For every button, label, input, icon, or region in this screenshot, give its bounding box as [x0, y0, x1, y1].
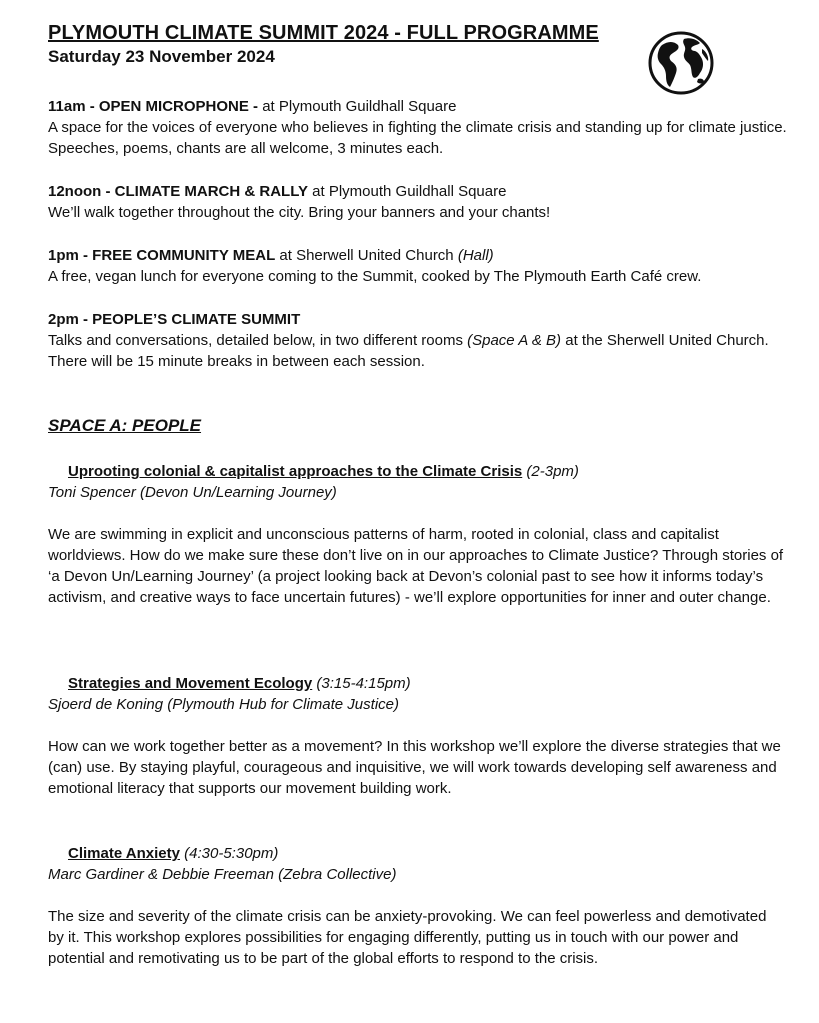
event-description-part: Talks and conversations, detailed below, in two different rooms [48, 332, 468, 349]
session-description: The size and severity of the climate crisis can be anxiety-provoking. We can feel powerless and demotivated by it. This workshop explores possibilities for engaging differently, putting us in touch with our power and potential and remotivating us to be part of the global efforts to respond to the crisis. [48, 908, 767, 967]
event-description: We’ll walk together throughout the city. Bring your banners and your chants! [48, 204, 551, 221]
event-date: Saturday 23 November 2024 [48, 47, 275, 66]
session-speaker: Toni Spencer (Devon Un/Learning Journey) [48, 484, 337, 501]
event-heading [48, 96, 788, 117]
session-title: Uprooting colonial & capitalist approaches to the Climate Crisis [68, 463, 523, 480]
session-heading [48, 461, 788, 482]
event-location: at Sherwell United Church [275, 247, 458, 264]
session-time: (3:15-4:15pm) [312, 675, 411, 692]
event-location: at Plymouth Guildhall Square [308, 183, 507, 200]
space-a-heading: SPACE A: PEOPLE [48, 416, 202, 435]
session-speaker: Marc Gardiner & Debbie Freeman (Zebra Collective) [48, 866, 397, 883]
event-time-title: 12noon - CLIMATE MARCH & RALLY [48, 183, 308, 200]
event-heading [48, 309, 788, 330]
session-time: (4:30-5:30pm) [179, 845, 279, 862]
event-description: A free, vegan lunch for everyone coming to the Summit, cooked by The Plymouth Earth Café crew. [48, 268, 702, 285]
session-description: How can we work together better as a movement? In this workshop we’ll explore the diverse strategies that we (can) use. By staying playful, courageous and inquisitive, we will work towards developing self awareness and emotional literacy that supports our movement building work. [48, 738, 781, 797]
event-community-meal [48, 245, 788, 287]
page-title: PLYMOUTH CLIMATE SUMMIT 2024 - FULL PROGRAMME [48, 22, 599, 44]
event-open-microphone [48, 96, 788, 159]
event-heading [48, 181, 788, 202]
session-title: Strategies and Movement Ecology [68, 675, 313, 692]
session-time: (2-3pm) [522, 463, 579, 480]
session-heading [48, 843, 788, 864]
event-description-rooms: (Space A & B) [467, 332, 562, 349]
event-description: A space for the voices of everyone who believes in fighting the climate crisis and standing up for climate justice. Speeches, poems, chants are all welcome, 3 minutes each. [48, 119, 787, 157]
event-description [48, 330, 788, 372]
event-time-title: 11am - OPEN MICROPHONE - [48, 98, 259, 115]
session-strategies [48, 673, 788, 715]
event-climate-march [48, 181, 788, 223]
event-time-title: 2pm - PEOPLE’S CLIMATE SUMMIT [48, 311, 301, 328]
session-title: Climate Anxiety [68, 845, 180, 862]
event-description-part: at the Sherwell United Church. There will be 15 minute breaks in between each session. [48, 332, 769, 370]
session-speaker: Sjoerd de Koning (Plymouth Hub for Climate Justice) [48, 696, 399, 713]
event-location: at Plymouth Guildhall Square [258, 98, 457, 115]
event-time-title: 1pm - FREE COMMUNITY MEAL [48, 247, 276, 264]
event-heading [48, 245, 788, 266]
globe-icon [648, 31, 714, 95]
session-uprooting [48, 461, 788, 503]
session-heading [48, 673, 788, 694]
event-location-extra: (Hall) [457, 247, 494, 264]
session-climate-anxiety [48, 843, 788, 885]
event-peoples-summit [48, 309, 788, 372]
session-description: We are swimming in explicit and unconscious patterns of harm, rooted in colonial, class and capitalist worldviews. How do we make sure these don’t live on in our approaches to Climate Justice? Through stories of ‘a Devon Un/Learning Journey’ (a project looking back at Devon’s colonial past to see how it informs today’s activism, and creative ways to face uncertain futures) - we’ll explore opportunities for inner and outer change. [48, 526, 784, 606]
